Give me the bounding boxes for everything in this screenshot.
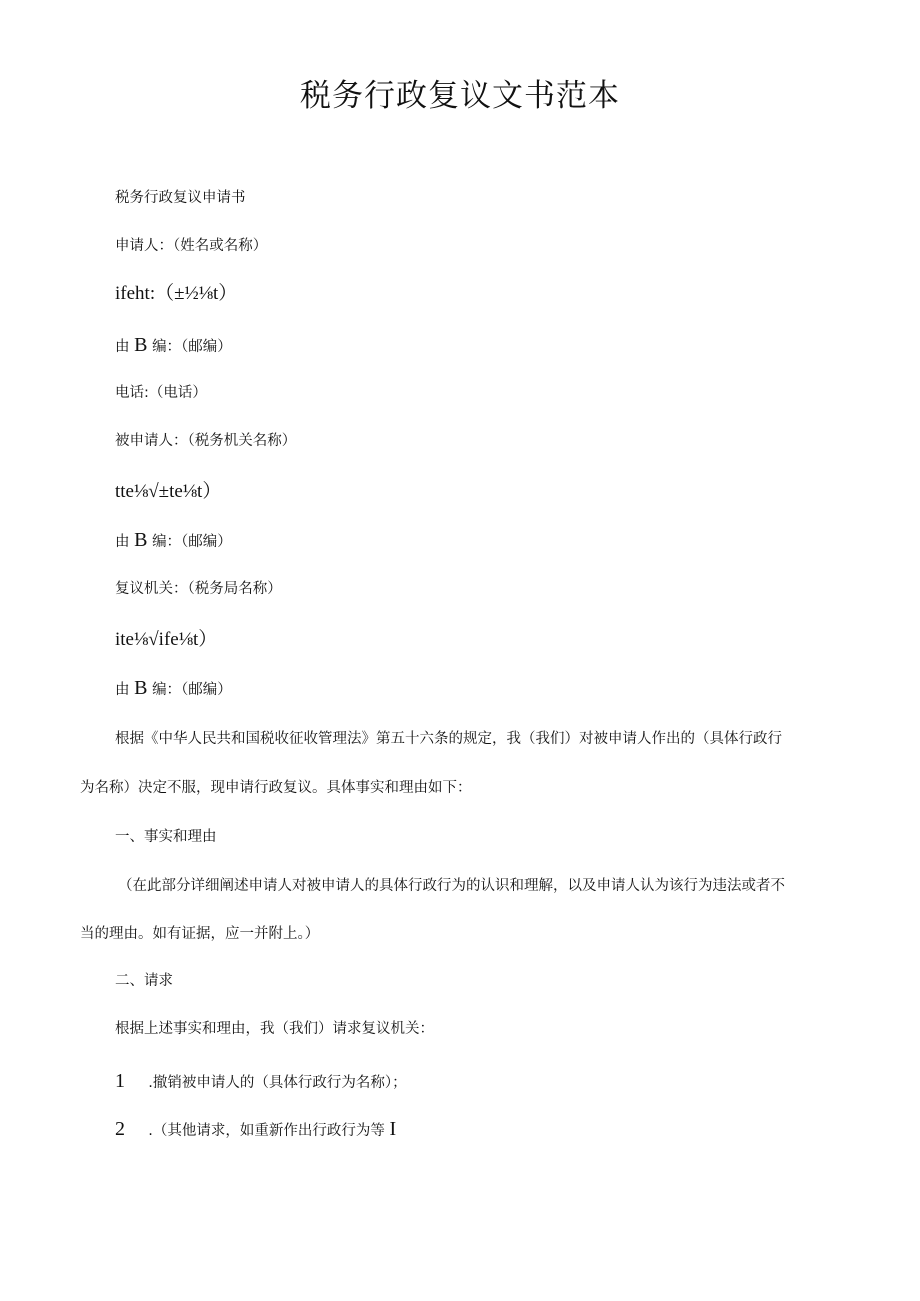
document-title: 税务行政复议文书范本 xyxy=(300,78,620,114)
section1-body-line-2: 当的理由。如有证据，应一并附上。） xyxy=(80,926,320,942)
request-number: 1 xyxy=(115,1070,125,1092)
postcode-b: B xyxy=(134,529,148,551)
request-text: .撤销被申请人的（具体行政行为名称）； xyxy=(148,1075,407,1091)
respondent-garbled-line: tte⅛√±te⅛t） xyxy=(115,481,222,502)
postcode-b: B xyxy=(134,677,148,699)
respondent-label: 被申请人：（税务机关名称） xyxy=(115,433,297,449)
applicant-label: 申请人：（姓名或名称） xyxy=(115,238,268,254)
applicant-garbled-line: ifeht:（±½⅛t） xyxy=(115,283,238,304)
postcode-suffix: 编：（邮编） xyxy=(152,534,232,550)
section1-title: 一、事实和理由 xyxy=(115,829,217,845)
section2-title: 二、请求 xyxy=(115,973,173,989)
request-item-1 xyxy=(115,1070,407,1094)
intro-paragraph-line-1: 根据《中华人民共和国税收征收管理法》第五十六条的规定，我（我们）对被申请人作出的（具体行政行 xyxy=(115,731,782,747)
postcode-line-2 xyxy=(115,529,232,553)
document-heading: 税务行政复议申请书 xyxy=(115,190,246,206)
postcode-prefix: 由 xyxy=(115,682,130,698)
postcode-suffix: 编：（邮编） xyxy=(152,682,232,698)
postcode-suffix: 编：（邮编） xyxy=(152,339,232,355)
section1-body-line-1: （在此部分详细阐述申请人对被申请人的具体行政行为的认识和理解，以及申请人认为该行为违法或者不 xyxy=(118,878,785,894)
postcode-b: B xyxy=(134,334,148,356)
request-number: 2 xyxy=(115,1118,125,1140)
review-org-garbled-line: ite⅛√ife⅛t） xyxy=(115,629,218,650)
review-org-label: 复议机关：（税务局名称） xyxy=(115,581,282,597)
phone-line: 电话:（电话） xyxy=(115,385,207,401)
postcode-prefix: 由 xyxy=(115,534,130,550)
postcode-line-3 xyxy=(115,677,232,701)
request-text: .（其他请求，如重新作出行政行为等 xyxy=(148,1123,385,1139)
postcode-prefix: 由 xyxy=(115,339,130,355)
request-item-2 xyxy=(115,1118,396,1142)
section2-intro: 根据上述事实和理由，我（我们）请求复议机关： xyxy=(115,1021,434,1037)
postcode-line-1 xyxy=(115,334,232,358)
intro-paragraph-line-2: 为名称）决定不服，现申请行政复议。具体事实和理由如下： xyxy=(80,780,472,796)
request-trailing-glyph: I xyxy=(389,1118,397,1140)
